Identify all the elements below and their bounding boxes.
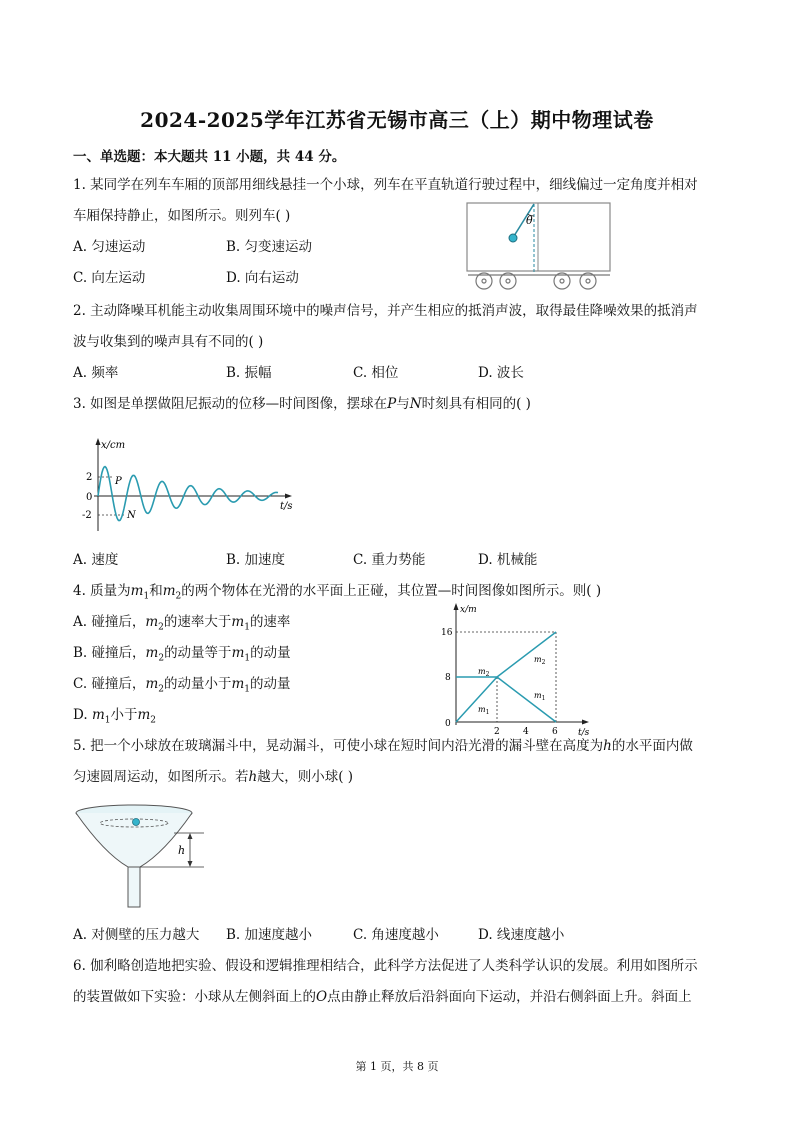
y-axis-arrow bbox=[454, 603, 459, 610]
q6-line2-post: 点由静止释放后沿斜面向下运动，并沿右侧斜面上升。斜面上 bbox=[327, 989, 692, 1005]
ball bbox=[133, 819, 140, 826]
q2-text-line2: 波与收集到的噪声具有不同的( ) bbox=[73, 334, 264, 350]
q4-sub-2: 2 bbox=[175, 591, 182, 602]
h-label: h bbox=[178, 844, 186, 857]
y-axis-label: x/cm bbox=[101, 440, 126, 451]
q2-option-c: C. 相位 bbox=[353, 365, 399, 381]
m2-label-before-sub: 2 bbox=[485, 671, 490, 678]
q5-option-b: B. 加速度越小 bbox=[226, 927, 313, 943]
q5-text-line1 bbox=[73, 736, 693, 756]
q5-line2-post: 越大，则小球( ) bbox=[257, 769, 354, 785]
q4-a-m1-sub: 1 bbox=[244, 622, 250, 633]
q4-d-label: D. bbox=[73, 707, 92, 723]
y-axis-label: x/m bbox=[460, 605, 477, 615]
m1-label-after-sub: 1 bbox=[541, 695, 546, 702]
q4-d-m1: m bbox=[91, 707, 105, 723]
q2-option-d: D. 波长 bbox=[478, 365, 524, 381]
q5-line1-pre: 5. 把一个小球放在玻璃漏斗中，晃动漏斗，可使小球在短时间内沿光滑的漏斗壁在高度为 bbox=[73, 738, 604, 754]
m1-label-after-var: m bbox=[534, 691, 542, 700]
q4-a-mid: 的速率大于 bbox=[163, 614, 232, 630]
m1-label-before bbox=[478, 705, 489, 716]
y-tick-8: 8 bbox=[445, 673, 451, 683]
y-tick-neg2: -2 bbox=[82, 510, 92, 521]
q4-a-pre: A. 碰撞后， bbox=[73, 614, 146, 630]
q4-c-pre: C. 碰撞后， bbox=[73, 676, 146, 692]
q4-c-m1: m bbox=[231, 676, 245, 692]
q4-c-m2-sub: 2 bbox=[158, 684, 164, 695]
m1-after-line bbox=[497, 677, 556, 722]
q4-option-c bbox=[73, 674, 291, 700]
q4-text-and: 和 bbox=[149, 583, 163, 599]
q2-text-line1: 2. 主动降噪耳机能主动收集周围环境中的噪声信号，并产生相应的抵消声波，取得最佳降噪效果的抵消声 bbox=[73, 303, 698, 319]
m2-label-before-var: m bbox=[478, 667, 486, 676]
q5-option-d: D. 线速度越小 bbox=[478, 927, 565, 943]
q4-b-m2-sub: 2 bbox=[158, 653, 165, 664]
m1-label-before-sub: 1 bbox=[485, 709, 490, 716]
q5-var-h2: h bbox=[248, 769, 258, 785]
y-axis-arrow bbox=[96, 438, 101, 445]
m1-before-line bbox=[456, 677, 497, 722]
q3-text-pre: 3. 如图是单摆做阻尼振动的位移—时间图像，摆球在 bbox=[73, 396, 388, 412]
q2-option-a: A. 频率 bbox=[73, 365, 119, 381]
q5-line2-pre: 匀速圆周运动，如图所示。若 bbox=[73, 769, 249, 785]
section-heading: 一、单选题：本大题共 11 小题，共 44 分。 bbox=[73, 149, 346, 165]
q1-option-d: D. 向右运动 bbox=[226, 270, 299, 286]
q1-option-c: C. 向左运动 bbox=[73, 270, 146, 286]
x-axis-label: t/s bbox=[578, 728, 590, 738]
x-tick-6: 6 bbox=[552, 727, 558, 737]
position-time-graph bbox=[440, 600, 600, 740]
q4-var-m1: m bbox=[130, 583, 144, 599]
m1-label-after bbox=[534, 691, 545, 702]
q6-text-line2 bbox=[73, 987, 692, 1007]
q3-option-b: B. 加速度 bbox=[226, 552, 286, 568]
q4-a-m1: m bbox=[231, 614, 245, 630]
x-axis-label: t/s bbox=[280, 501, 293, 512]
q5-var-h: h bbox=[603, 738, 612, 754]
point-n-label: N bbox=[127, 510, 136, 521]
m2-label-after-sub: 2 bbox=[541, 659, 546, 666]
q4-option-a bbox=[73, 612, 290, 638]
q2-option-b: B. 振幅 bbox=[226, 365, 272, 381]
q3-text-post: 时刻具有相同的( ) bbox=[421, 396, 531, 412]
q4-var-m2: m bbox=[162, 583, 176, 599]
y-tick-16: 16 bbox=[441, 628, 453, 638]
q4-c-m1-sub: 1 bbox=[244, 684, 251, 695]
q4-b-m2: m bbox=[145, 645, 159, 661]
x-axis-arrow bbox=[285, 494, 292, 499]
y-tick-0: 0 bbox=[86, 492, 93, 503]
x-axis-arrow bbox=[582, 720, 589, 725]
q4-c-post: 的动量 bbox=[250, 676, 291, 692]
q4-option-d bbox=[73, 705, 156, 731]
h-arrow-up bbox=[188, 833, 193, 839]
theta-label: θ bbox=[526, 214, 533, 227]
q4-d-m1-sub: 1 bbox=[104, 715, 111, 726]
q3-text bbox=[73, 394, 531, 414]
h-arrow-down bbox=[188, 861, 193, 867]
q3-text-mid: 与 bbox=[396, 396, 410, 412]
q4-a-post: 的速率 bbox=[249, 614, 291, 630]
q4-b-post: 的动量 bbox=[250, 645, 291, 661]
q1-text-line2: 车厢保持静止，如图所示。则列车( ) bbox=[73, 208, 291, 224]
q6-var-o: O bbox=[316, 989, 328, 1005]
q4-b-mid: 的动量等于 bbox=[164, 645, 232, 661]
q6-text-line1: 6. 伽利略创造地把实验、假设和逻辑推理相结合，此科学方法促进了人类科学认识的发展。利用如图所示 bbox=[73, 958, 698, 974]
page-title: 2024-2025学年江苏省无锡市高三（上）期中物理试卷 bbox=[140, 108, 654, 132]
origin-label: 0 bbox=[445, 719, 451, 729]
q5-text-line2 bbox=[73, 767, 353, 787]
point-p-label: P bbox=[115, 476, 122, 487]
damped-oscillation-graph bbox=[80, 436, 300, 536]
q5-option-a: A. 对侧壁的压力越大 bbox=[73, 927, 200, 943]
m2-label-after-var: m bbox=[534, 655, 542, 664]
q4-text-post: 的两个物体在光滑的水平面上正碰，其位置—时间图像如图所示。则( ) bbox=[181, 583, 602, 599]
q5-option-c: C. 角速度越小 bbox=[353, 927, 439, 943]
ball bbox=[509, 234, 517, 242]
q4-b-pre: B. 碰撞后， bbox=[73, 645, 146, 661]
q1-option-a: A. 匀速运动 bbox=[73, 239, 146, 255]
m2-label-after bbox=[534, 655, 546, 666]
x-tick-2: 2 bbox=[494, 727, 500, 737]
oscillation-curve bbox=[98, 467, 278, 521]
q4-option-b bbox=[73, 643, 291, 669]
wheels bbox=[468, 273, 610, 289]
funnel-figure bbox=[74, 803, 214, 911]
q6-line2-pre: 的装置做如下实验：小球从左侧斜面上的 bbox=[73, 989, 316, 1005]
m1-label-before-var: m bbox=[478, 705, 486, 714]
q4-d-m2-sub: 2 bbox=[150, 715, 157, 726]
q3-option-a: A. 速度 bbox=[73, 552, 119, 568]
q4-a-m2-sub: 2 bbox=[158, 622, 164, 633]
q3-var-n: N bbox=[409, 396, 422, 412]
q3-option-d: D. 机械能 bbox=[478, 552, 538, 568]
q4-c-mid: 的动量小于 bbox=[163, 676, 232, 692]
q4-a-m2: m bbox=[145, 614, 159, 630]
x-tick-4: 4 bbox=[523, 727, 529, 737]
q5-line1-post: 的水平面内做 bbox=[611, 738, 693, 754]
q1-option-b: B. 匀变速运动 bbox=[226, 239, 313, 255]
train-car-figure bbox=[466, 202, 612, 292]
q4-sub-1: 1 bbox=[143, 591, 150, 602]
q3-option-c: C. 重力势能 bbox=[353, 552, 426, 568]
q4-b-m1-sub: 1 bbox=[244, 653, 251, 664]
page-footer: 第 1 页，共 8 页 bbox=[355, 1060, 439, 1073]
q4-b-m1: m bbox=[231, 645, 245, 661]
q3-var-p: P bbox=[387, 396, 397, 412]
m2-after-line bbox=[497, 632, 556, 677]
y-tick-2: 2 bbox=[86, 472, 93, 483]
q4-d-m2: m bbox=[137, 707, 151, 723]
q4-c-m2: m bbox=[145, 676, 159, 692]
q1-text-line1: 1. 某同学在列车车厢的顶部用细线悬挂一个小球，列车在平直轨道行驶过程中，细线偏过一定角度并相对 bbox=[73, 177, 698, 193]
q4-d-mid: 小于 bbox=[110, 707, 138, 723]
q4-text-pre: 4. 质量为 bbox=[73, 583, 131, 599]
funnel-stem bbox=[128, 867, 140, 907]
